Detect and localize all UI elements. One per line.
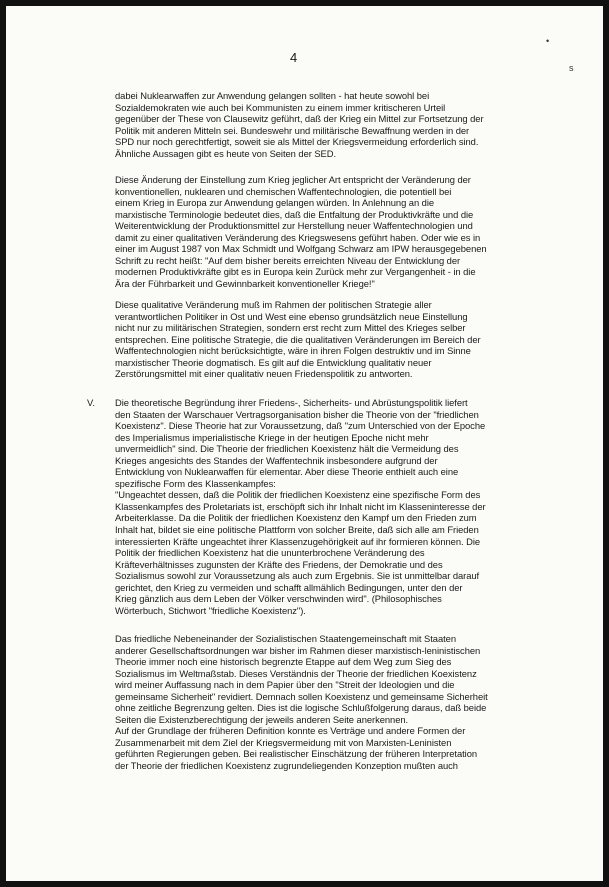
paragraph-5 [115, 633, 498, 772]
paragraph-2 [115, 174, 498, 289]
section-number: V. [87, 397, 95, 408]
paragraph-3 [115, 299, 498, 380]
paragraph-text: Die theoretische Begründung ihrer Friedens-, Sicherheits- und Abrüstungspolitik liefert den Staaten der Warschauer Vertragsorganisation bisher die Theorie von der "friedlichen Koexistenz". Diese Theorie hat zur Voraussetzung, daß "zum Unterschied von der Epoche des Imperialismus imperialistische Kriege in der heutigen Epoche nicht mehr unvermeidlich" sind. Die Theorie der friedlichen Koexistenz hält die Vermeidung des Krieges angesichts des Standes der Waffentechnik insbesondere aufgrund der Entwicklung von Nuklearwaffen für elementar. Aber diese Theorie enthielt auch eine spezifische Form des Klassenkampfes: "Ungeachtet dessen, daß die Politik der friedlichen Koexistenz eine spezifische Form des Klassenkampfes des Proletariats ist, erschöpft sich ihr Inhalt nicht im Klasseninteresse der Arbeiterklasse. Da die Politik der friedlichen Koexistenz den Kampf um den Frieden zum Inhalt hat, bildet sie eine politische Plattform von solcher Breite, daß sich alle am Frieden interessierten Kräfte ungeachtet ihrer Klassenzugehörigkeit auf ihr formieren können. Die Politik der friedlichen Koexistenz hat die ununterbrochene Veränderung des Kräfteverhältnisses zugunsten der Kräfte des Friedens, der Demokratie und des Sozialismus sowohl zur Voraussetzung als auch zum Ergebnis. Sie ist unmittelbar darauf gerichtet, den Krieg zu vermeiden und schafft allmählich Bedingungen, unter den der Krieg gänzlich aus dem Leben der Völker verschwinden wird". (Philosophisches Wörterbuch, Stichwort "friedliche Koexistenz"). [115, 397, 486, 616]
paragraph-text: Diese qualitative Veränderung muß im Rahmen der politischen Strategie aller verantwortlichen Politiker in Ost und West eine ebenso grundsätzlich neue Einstellung nicht nur zu militärischen Strategien, sondern erst recht zum Mittel des Krieges selber entsprechen. Eine politische Strategie, die die qualitativen Veränderungen im Bereich der Waffentechnologien nicht berücksichtigte, wäre in ihren Folgen destruktiv und im Sinne marxistischer Theorie dogmatisch. Es gilt auf die Entwicklung qualitativ neuer Zerstörungsmittel mit einer qualitativ neuen Friedenspolitik zu antworten. [115, 299, 481, 380]
paragraph-1 [115, 90, 498, 159]
paragraph-text: Diese Änderung der Einstellung zum Krieg jeglicher Art entspricht der Veränderung der konventionellen, nuklearen und chemischen Waffentechnologien, die potentiell bei einem Krieg in Europa zur Anwendung gelangen würden. In Anlehnung an die marxistische Terminologie bedeutet dies, daß die Entfaltung der Produktivkräfte und die Weiterentwicklung der Produktionsmittel zur Herstellung neuer Waffentechnologien und damit zu einer qualitativen Veränderung des Kriegswesens geführt haben. Oder wie es in einer im August 1987 von Max Schmidt und Wolfgang Schwarz am IPW herausgegebenen Schrift zu recht heißt: "Auf dem bisher bereits erreichten Niveau der Entwicklung der modernen Produktivkräfte gibt es in Europa kein Zurück mehr zur Vergangenheit - in die Ära der Führbarkeit und Gewinnbarkeit konventioneller Kriege!" [115, 174, 487, 289]
page-number: 4 [290, 50, 298, 65]
paragraph-4 [115, 397, 498, 616]
paragraph-text: Das friedliche Nebeneinander der Sozialistischen Staatengemeinschaft mit Staaten anderer Gesellschaftsordnungen war bisher im Rahmen dieser marxistisch-leninistischen Theorie immer noch eine historisch begrenzte Etappe auf dem Weg zum Sieg des Sozialismus im Weltmaßstab. Dieses Verständnis der Theorie der friedlichen Koexistenz wird meiner Auffassung nach in dem Papier über den "Streit der Ideologien und die gemeinsame Sicherheit" revidiert. Demnach sollen Koexistenz und gemeinsame Sicherheit ohne zeitliche Begrenzung gelten. Dies ist die logische Schlußfolgerung daraus, daß beide Seiten die Existenzberechtigung der jeweils anderen Seite anerkennen. Auf der Grundlage der früheren Definition konnte es Verträge und andere Formen der Zusammenarbeit mit dem Ziel der Kriegsvermeidung mit von Marxisten-Leninisten geführten Regierungen geben. Bei realistischer Einschätzung der früheren Interpretation der Theorie der friedlichen Koexistenz zugrundeliegenden Konzeption mußten auch [115, 633, 488, 772]
margin-mark-top: • [546, 36, 550, 46]
paragraph-text: dabei Nuklearwaffen zur Anwendung gelangen sollten - hat heute sowohl bei Sozialdemokraten wie auch bei Kommunisten zu einem immer kritischeren Urteil gegenüber der These von Clausewitz geführt, daß der Krieg ein Mittel zur Fortsetzung der Politik mit anderen Mitteln sei. Bundeswehr und militärische Bewaffnung werden in der SPD nur noch gerechtfertigt, soweit sie als Mittel der Kriegsvermeidung erforderlich sind. Ähnliche Aussagen gibt es heute von Seiten der SED. [115, 90, 484, 159]
margin-mark-right: s [569, 63, 574, 73]
document-page [6, 6, 603, 881]
